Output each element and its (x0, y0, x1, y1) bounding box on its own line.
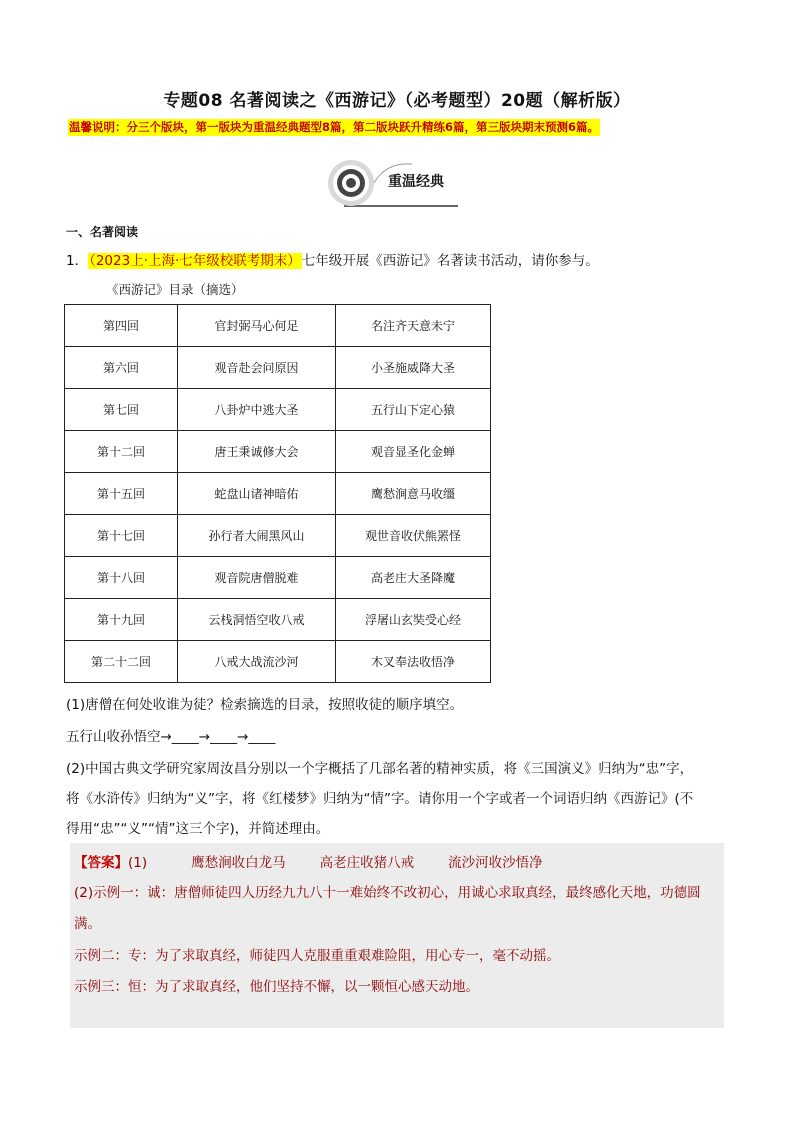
answer-example-1-line-2: 满。 (74, 916, 101, 932)
chapter-title: 观音赴会问原因 (178, 347, 336, 389)
catalog-row (65, 305, 491, 347)
chapter-number: 第十九回 (65, 599, 178, 641)
catalog-row (65, 431, 491, 473)
chapter-title: 高老庄大圣降魔 (336, 557, 491, 599)
chapter-title: 唐王秉诚修大会 (178, 431, 336, 473)
chapter-title: 八卦炉中逃大圣 (178, 389, 336, 431)
chapter-number: 第十七回 (65, 515, 178, 557)
answer-example-3: 示例三：恒：为了求取真经，他们坚持不懈，以一颗恒心感天动地。 (74, 979, 479, 995)
chapter-title: 观世音收伏熊罴怪 (336, 515, 491, 557)
catalog-table (64, 304, 491, 683)
question-text: 七年级开展《西游记》名著读书活动，请你参与。 (301, 253, 599, 269)
page-title: 专题08 名著阅读之《西游记》（必考题型）20题（解析版） (163, 91, 631, 111)
catalog-caption: 《西游记》目录（摘选） (106, 282, 244, 297)
chapter-title: 云栈洞悟空收八戒 (178, 599, 336, 641)
chapter-title: 小圣施威降大圣 (336, 347, 491, 389)
chapter-title: 名注齐天意未宁 (336, 305, 491, 347)
answer-part-1 (74, 851, 543, 871)
question-1-stem (66, 249, 599, 269)
chapter-title: 浮屠山玄奘受心经 (336, 599, 491, 641)
chapter-number: 第十五回 (65, 473, 178, 515)
chapter-number: 第六回 (65, 347, 178, 389)
chapter-title: 观音显圣化金蝉 (336, 431, 491, 473)
chapter-title: 五行山下定心猿 (336, 389, 491, 431)
sub-question-2-line-1: (2)中国古典文学研究家周汝昌分别以一个字概括了几部名著的精神实质，将《三国演义》归纳为“忠”字， (66, 761, 694, 777)
catalog-row (65, 389, 491, 431)
catalog-row (65, 473, 491, 515)
chapter-title: 孙行者大闹黑风山 (178, 515, 336, 557)
chapter-title: 观音院唐僧脱难 (178, 557, 336, 599)
answer-example-1-line-1: (2)示例一：诚：唐僧师徒四人历经九九八十一难始终不改初心，用诚心求取真经，最终感化天地，功德圆 (74, 885, 701, 901)
catalog-row (65, 599, 491, 641)
answer-item: 流沙河收沙悟净 (448, 855, 543, 871)
sub-question-2-line-2: 将《水浒传》归纳为“义”字，将《红楼梦》归纳为“情”字。请你用一个字或者一个词语归纳《西游记》(不 (66, 791, 694, 807)
intro-note: 温馨说明：分三个版块，第一版块为重温经典题型8篇，第二版块跃升精练6篇，第三版块期末预测6篇。 (69, 120, 599, 134)
chapter-number: 第十八回 (65, 557, 178, 599)
answer-part-1-number: (1) (128, 855, 148, 871)
chapter-number: 第四回 (65, 305, 178, 347)
catalog-row (65, 557, 491, 599)
catalog-row (65, 515, 491, 557)
answer-item: 鹰愁涧收白龙马 (191, 855, 286, 871)
chapter-title: 官封弼马心何足 (178, 305, 336, 347)
chapter-number: 第十二回 (65, 431, 178, 473)
sub-question-1: (1)唐僧在何处收谁为徒？检索摘选的目录，按照收徒的顺序填空。 (66, 697, 464, 713)
catalog-row (65, 641, 491, 683)
question-number: 1． (66, 253, 89, 269)
answer-item: 高老庄收猪八戒 (319, 855, 415, 871)
question-source: （2023上·上海·七年级校联考期末） (89, 253, 301, 269)
catalog-row (65, 347, 491, 389)
answer-label: 【答案】 (74, 855, 128, 871)
sub-question-2-line-3: 得用“忠”“义”“情”这三个字)，并简述理由。 (66, 821, 330, 837)
chapter-number: 第二十二回 (65, 641, 178, 683)
chapter-title: 鹰愁涧意马收缰 (336, 473, 491, 515)
chapter-title: 八戒大战流沙河 (178, 641, 336, 683)
chapter-number: 第七回 (65, 389, 178, 431)
answer-example-2: 示例二：专：为了求取真经，师徒四人克服重重艰难险阻，用心专一，毫不动摇。 (74, 948, 560, 964)
chapter-title: 蛇盘山诸神暗佑 (178, 473, 336, 515)
fill-blank-line: 五行山收孙悟空→____→____→____ (66, 729, 276, 745)
section-badge-label: 重温经典 (388, 174, 444, 190)
chapter-title: 木叉奉法收悟净 (336, 641, 491, 683)
section-heading: 一、名著阅读 (66, 225, 139, 239)
